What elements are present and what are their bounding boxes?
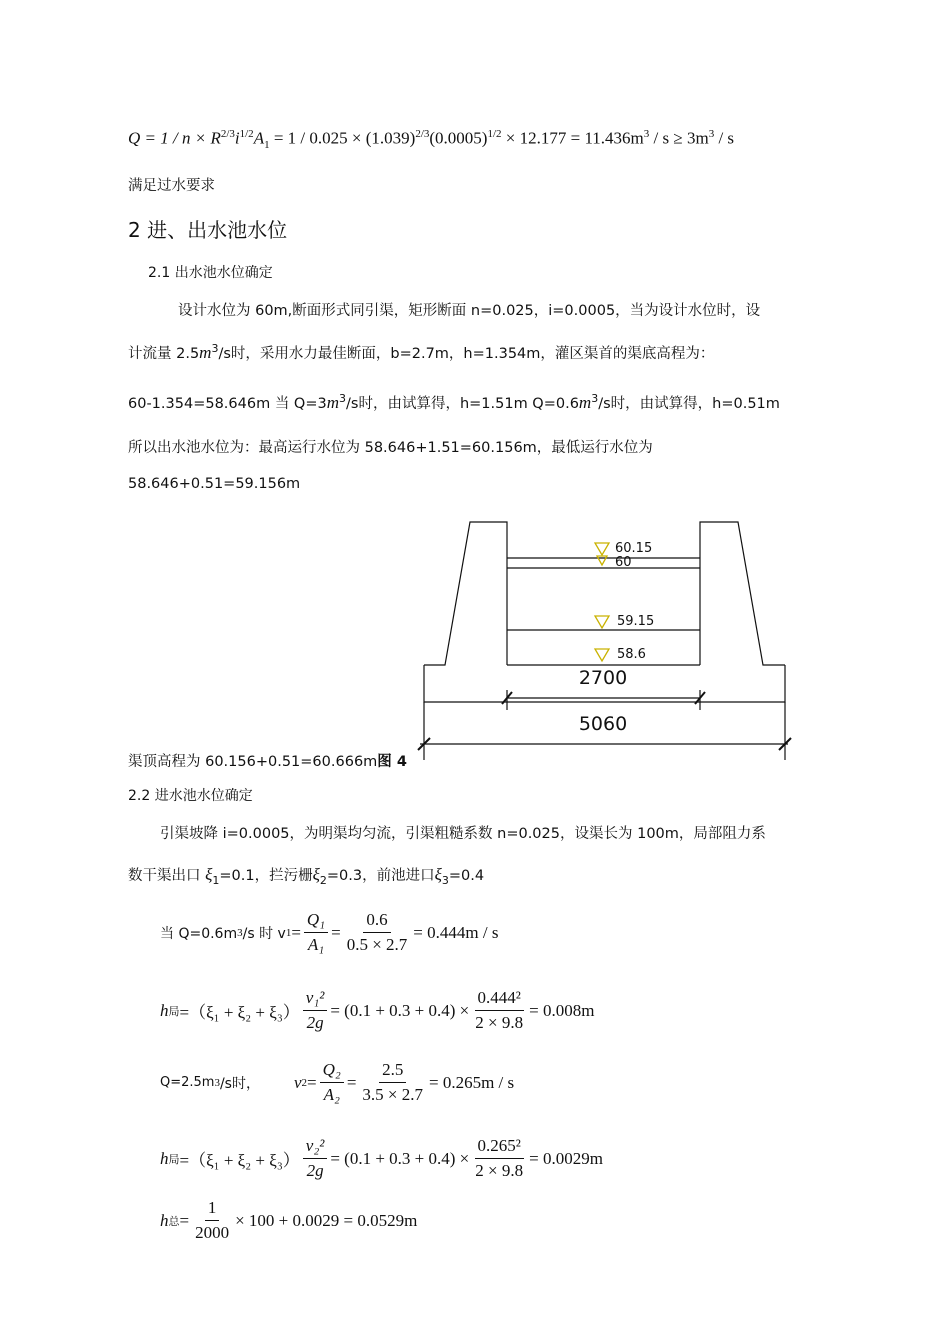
eq-h2-den1: 2g [306,1161,324,1180]
eq-h1-result: = 0.008m [529,1000,595,1020]
eq-v1-eq: = [291,922,301,942]
eq-v2-frac2 [359,1060,426,1105]
level-marker-icon [597,556,607,565]
eq-htot-hsub: 总 [168,1214,180,1228]
eq-q-i: i [234,128,240,148]
xi3-sub: 3 [441,873,449,887]
level-marker-icon [595,649,609,661]
para21-l3c: 3 [339,392,346,406]
para22-line1: 引渠坡降 i=0.0005，为明渠均匀流，引渠粗糙系数 n=0.025，设渠长为 100m，局部阻力系 [160,826,766,842]
eq-h1-den1: 2g [306,1013,324,1032]
para22-l2b: =0.1，拦污栅 [219,868,313,884]
section-2-1-heading: 2.1 出水池水位确定 [148,265,273,281]
eq-h2-frac1 [303,1136,328,1181]
para21-line3 [128,392,780,413]
eq-v1-frac2 [344,910,411,955]
para21-l3f: 3 [591,392,599,406]
para21-line2 [128,342,714,363]
para21-l2c: 3 [211,342,219,356]
eq-v1-pre-exp: 3 [237,926,243,939]
eq-v1-vsub: 1 [285,926,292,939]
eq-v1-num1: Q₁ [304,910,328,933]
eq-h2-mid2: = (0.1 + 0.3 + 0.4) × [330,1148,470,1168]
equation-h-local-2 [160,1136,603,1181]
para22-l2a: 数干渠出口 [128,868,206,884]
para21-l2a: 计流量 2.5 [128,346,200,362]
eq-q-a-sub: 1 [264,139,270,152]
eq-h1-h: h [160,1000,169,1020]
para21-l3d: /s时，由试算得，h=1.51m Q=0.6 [346,396,579,412]
eq-v1-den2: 0.5 × 2.7 [346,935,408,954]
eq-h1-hsub: 局 [168,1004,180,1018]
para21-l2b: m [199,343,212,362]
eq-h2-hsub: 局 [168,1152,180,1166]
equation-v1 [160,910,498,955]
eq-q-r-exp: 2/3 [220,128,235,140]
eq-q-a: A [253,128,265,148]
eq-h1-frac1 [303,988,328,1033]
para21-l3b: m [326,393,339,412]
eq-q-exp2: 1/2 [487,128,502,140]
eq-q-i-exp: 1/2 [239,128,254,140]
eq-v2-eq2: = [346,1072,357,1092]
level-label-59-15: 59.15 [617,614,655,629]
caption-text: 渠顶高程为 60.156+0.51=60.666m [128,754,378,770]
eq-q-mid4: / s ≥ 3m [649,128,709,148]
eq-h1-frac2 [472,988,526,1033]
xi3-symbol: ξ [434,865,442,884]
eq-v1-frac1 [304,910,328,955]
figure-4-caption [128,750,407,771]
para22-l2d: =0.4 [448,868,485,884]
equation-flow-capacity [128,128,734,151]
eq-q-tail: / s [714,128,735,148]
eq-v2-result: = 0.265m / s [429,1072,515,1092]
eq-htot-h: h [160,1210,169,1230]
eq-q-mid3: × 12.177 = 11.436m [501,128,644,148]
eq-h2-num2: 0.265² [475,1136,524,1159]
meets-requirement-text: 满足过水要求 [128,178,215,194]
eq-v2-num2: 2.5 [379,1060,406,1083]
para21-line1: 设计水位为 60m,断面形式同引渠，矩形断面 n=0.025，i=0.0005，当为设计水位时，设 [178,303,761,319]
eq-h1-num1: v₁² [303,988,328,1011]
eq-v2-pre-exp: 3 [214,1076,220,1089]
eq-v1-den1: A₁ [307,935,325,954]
right-wall [700,522,785,665]
left-wall [424,522,507,665]
eq-h2-mid: =（ξ₁ + ξ₂ + ξ₃） [179,1151,300,1170]
eq-v2-v: v [293,1072,302,1092]
eq-h2-h: h [160,1148,169,1168]
eq-q-mid: = 1 / 0.025 × (1.039) [269,128,416,148]
eq-h2-result: = 0.0029m [529,1148,603,1168]
eq-v1-num2: 0.6 [363,910,390,933]
eq-h1-mid2: = (0.1 + 0.3 + 0.4) × [330,1000,470,1020]
dim-label-outer: 5060 [578,713,628,735]
eq-h1-num2: 0.444² [475,988,524,1011]
eq-q-lhs: Q = 1 / n × R [128,128,221,148]
equation-v2 [160,1060,514,1105]
eq-htot-result: × 100 + 0.0029 = 0.0529m [235,1210,418,1230]
dim-label-inner: 2700 [578,667,628,689]
eq-q-exp4: 3 [708,128,715,140]
figure-4-cross-section [410,512,810,762]
caption-figure-label: 图 4 [377,754,407,770]
para21-l3g: /s时，由试算得，h=0.51m [598,396,780,412]
para22-line2 [128,864,484,887]
level-marker-icon [595,543,609,555]
equation-h-total [160,1198,417,1243]
eq-v2-num1: Q₂ [320,1060,344,1083]
eq-v2-den2: 3.5 × 2.7 [362,1085,423,1104]
section-2-2-heading: 2.2 进水池水位确定 [128,788,253,804]
eq-htot-frac [192,1198,232,1243]
xi2-sub: 2 [319,873,327,887]
eq-h1-mid: =（ξ₁ + ξ₂ + ξ₃） [179,1003,300,1022]
eq-q-exp3: 3 [643,128,650,140]
eq-h2-den2: 2 × 9.8 [475,1161,524,1180]
eq-htot-eq: = [179,1210,190,1230]
xi2-symbol: ξ [312,865,320,884]
eq-v2-pre2: /s时， [219,1075,260,1092]
eq-v1-eq2: = [331,922,341,942]
section-2-heading: 2 进、出水池水位 [128,218,288,242]
eq-htot-den: 2000 [195,1223,230,1242]
level-label-60: 60 [615,555,632,570]
eq-h1-den2: 2 × 9.8 [475,1013,524,1032]
eq-h2-num1: v₂² [303,1136,328,1159]
eq-v2-eq: = [307,1072,317,1092]
para21-line4: 所以出水池水位为：最高运行水位为 58.646+1.51=60.156m，最低运行水位为 [128,440,653,456]
para21-l3e: m [578,393,592,412]
eq-htot-num: 1 [205,1198,220,1221]
equation-h-local-1 [160,988,594,1033]
eq-v2-den1: A₂ [323,1085,340,1104]
eq-h2-frac2 [472,1136,526,1181]
para21-line5: 58.646+0.51=59.156m [128,476,301,492]
eq-v2-vsub: 2 [301,1076,308,1089]
xi1-symbol: ξ [205,865,213,884]
level-marker-icon [595,616,609,628]
eq-v2-pre: Q=2.5m [160,1075,215,1090]
level-label-58-6: 58.6 [617,647,646,662]
eq-v1-pre2: /s 时 v [242,925,286,942]
eq-v2-frac1 [320,1060,344,1105]
para21-l3a: 60-1.354=58.646m 当 Q=3 [128,396,327,412]
xi1-sub: 1 [212,873,220,887]
eq-v1-result: = 0.444m / s [413,922,499,942]
eq-q-exp1: 2/3 [415,128,430,140]
eq-v1-pre: 当 Q=0.6m [160,925,238,942]
eq-q-mid2: (0.0005) [429,128,488,148]
level-label-60-15: 60.15 [615,541,653,556]
para21-l2d: /s时，采用水力最佳断面，b=2.7m，h=1.354m，灌区渠首的渠底高程为： [218,346,715,362]
para22-l2c: =0.3，前池进口 [326,868,435,884]
